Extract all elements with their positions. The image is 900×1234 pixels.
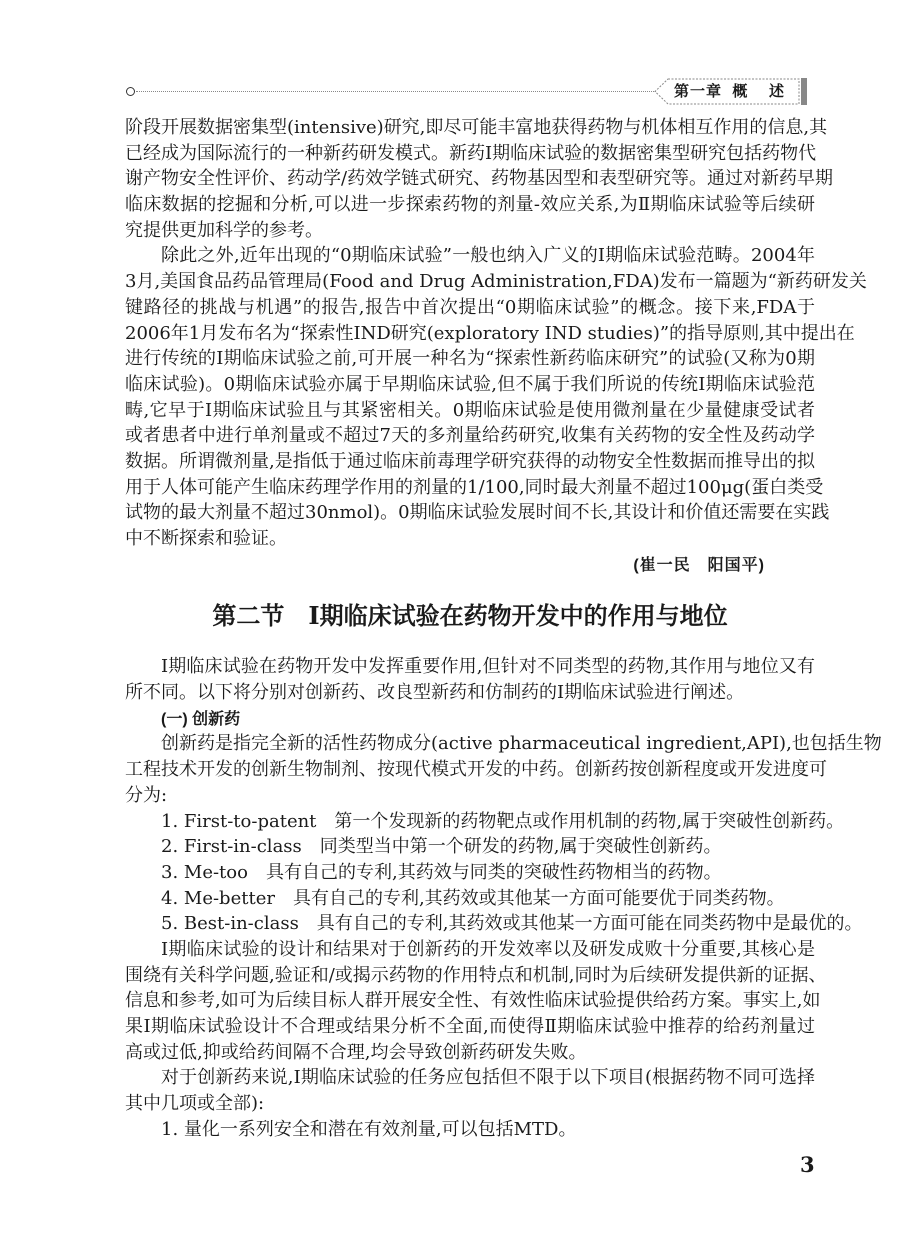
author-credit: (崔一民 阳国平) — [633, 556, 765, 574]
paragraph-line: 信息和参考,如可为后续目标人群开展安全性、有效性临床试验提供给药方案。事实上,如 — [125, 990, 821, 1012]
section-heading: 第二节 Ⅰ期临床试验在药物开发中的作用与地位 — [212, 601, 728, 631]
paragraph-line: 3月,美国食品药品管理局(Food and Drug Administration,FDA)发布一篇题为“新药研发关 — [125, 271, 867, 293]
list-item: 2. First-in-class 同类型当中第一个研发的药物,属于突破性创新药。 — [161, 836, 722, 858]
list-item: 3. Me-too 具有自己的专利,其药效与同类的突破性药物相当的药物。 — [161, 861, 722, 883]
paragraph-line: 高或过低,抑或给药间隔不合理,均会导致创新药研发失败。 — [125, 1041, 587, 1063]
dotted-rule — [136, 91, 656, 92]
paragraph-line: 进行传统的Ⅰ期临床试验之前,可开展一种名为“探索性新药临床研究”的试验(又称为0期 — [125, 348, 815, 370]
paragraph-line: Ⅰ期临床试验在药物开发中发挥重要作用,但针对不同类型的药物,其作用与地位又有 — [161, 656, 815, 678]
paragraph-line: 临床试验)。0期临床试验亦属于早期临床试验,但不属于我们所说的传统Ⅰ期临床试验范 — [125, 373, 815, 395]
subsection-heading: (一) 创新药 — [161, 710, 241, 728]
paragraph-line: 其中几项或全部): — [125, 1093, 265, 1115]
chapter-label: 第一章 概 述 — [674, 83, 786, 100]
list-item: 5. Best-in-class 具有自己的专利,其药效或其他某一方面可能在同类药物中是最优的。 — [161, 913, 863, 935]
paragraph-line: 对于创新药来说,Ⅰ期临床试验的任务应包括但不限于以下项目(根据药物不同可选择 — [161, 1067, 815, 1089]
paragraph-line: 围绕有关科学问题,验证和/或揭示药物的作用特点和机制,同时为后续研发提供新的证据、 — [125, 964, 827, 986]
paragraph-line: 或者患者中进行单剂量或不超过7天的多剂量给药研究,收集有关药物的安全性及药动学 — [125, 425, 815, 447]
paragraph-line: 创新药是指完全新的活性药物成分(active pharmaceutical ingredient,API),也包括生物 — [161, 733, 882, 755]
paragraph-line: 已经成为国际流行的一种新药研发模式。新药Ⅰ期临床试验的数据密集型研究包括药物代 — [125, 142, 817, 164]
page-body — [125, 115, 882, 1142]
paragraph-line: 中不断探索和验证。 — [125, 528, 287, 549]
circle-ornament-icon — [126, 87, 135, 96]
paragraph-line: 究提供更加科学的参考。 — [125, 219, 323, 241]
paragraph-line: 除此之外,近年出现的“0期临床试验”一般也纳入广义的Ⅰ期临床试验范畴。2004年 — [161, 245, 815, 267]
header-bar — [801, 78, 807, 105]
running-header — [126, 78, 810, 105]
paragraph-line: 临床数据的挖掘和分析,可以进一步探索药物的剂量-效应关系,为Ⅱ期临床试验等后续研 — [125, 194, 815, 216]
paragraph-line: 2006年1月发布名为“探索性IND研究(exploratory IND studies)”的指导原则,其中提出在 — [125, 322, 855, 344]
paragraph-line: 试物的最大剂量不超过30nmol)。0期临床试验发展时间不长,其设计和价值还需要在实践 — [125, 502, 830, 524]
paragraph-line: 畴,它早于Ⅰ期临床试验且与其紧密相关。0期临床试验是使用微剂量在少量健康受试者 — [125, 399, 815, 421]
paragraph-line: 谢产物安全性评价、药动学/药效学链式研究、药物基因型和表型研究等。通过对新药早期 — [125, 168, 834, 190]
paragraph-line: 工程技术开发的创新生物制剂、按现代模式开发的中药。创新药按创新程度或开发进度可 — [125, 759, 827, 781]
paragraph-line: 所不同。以下将分别对创新药、改良型新药和仿制药的Ⅰ期临床试验进行阐述。 — [125, 682, 745, 704]
paragraph-line: 果Ⅰ期临床试验设计不合理或结果分析不全面,而使得Ⅱ期临床试验中推荐的给药剂量过 — [125, 1016, 815, 1037]
paragraph-line: 数据。所谓微剂量,是指低于通过临床前毒理学研究获得的动物安全性数据而推导出的拟 — [125, 450, 815, 472]
paragraph-line: Ⅰ期临床试验的设计和结果对于创新药的开发效率以及研发成败十分重要,其核心是 — [161, 938, 815, 960]
paragraph-line: 分为: — [125, 784, 168, 806]
list-item: 1. First-to-patent 第一个发现新的药物靶点或作用机制的药物,属于突破性创新药。 — [161, 810, 845, 832]
paragraph-line: 键路径的挑战与机遇”的报告,报告中首次提出“0期临床试验”的概念。接下来,FDA于 — [125, 296, 815, 318]
list-item: 1. 量化一系列安全和潜在有效剂量,可以包括MTD。 — [161, 1118, 577, 1140]
paragraph-line: 阶段开展数据密集型(intensive)研究,即尽可能丰富地获得药物与机体相互作用的信息,其 — [125, 117, 828, 138]
paragraph-line: 用于人体可能产生临床药理学作用的剂量的1/100,同时最大剂量不超过100μg(蛋白类受 — [125, 476, 824, 498]
page-number: 3 — [800, 1152, 815, 1177]
list-item: 4. Me-better 具有自己的专利,其药效或其他某一方面可能要优于同类药物。 — [161, 887, 785, 909]
